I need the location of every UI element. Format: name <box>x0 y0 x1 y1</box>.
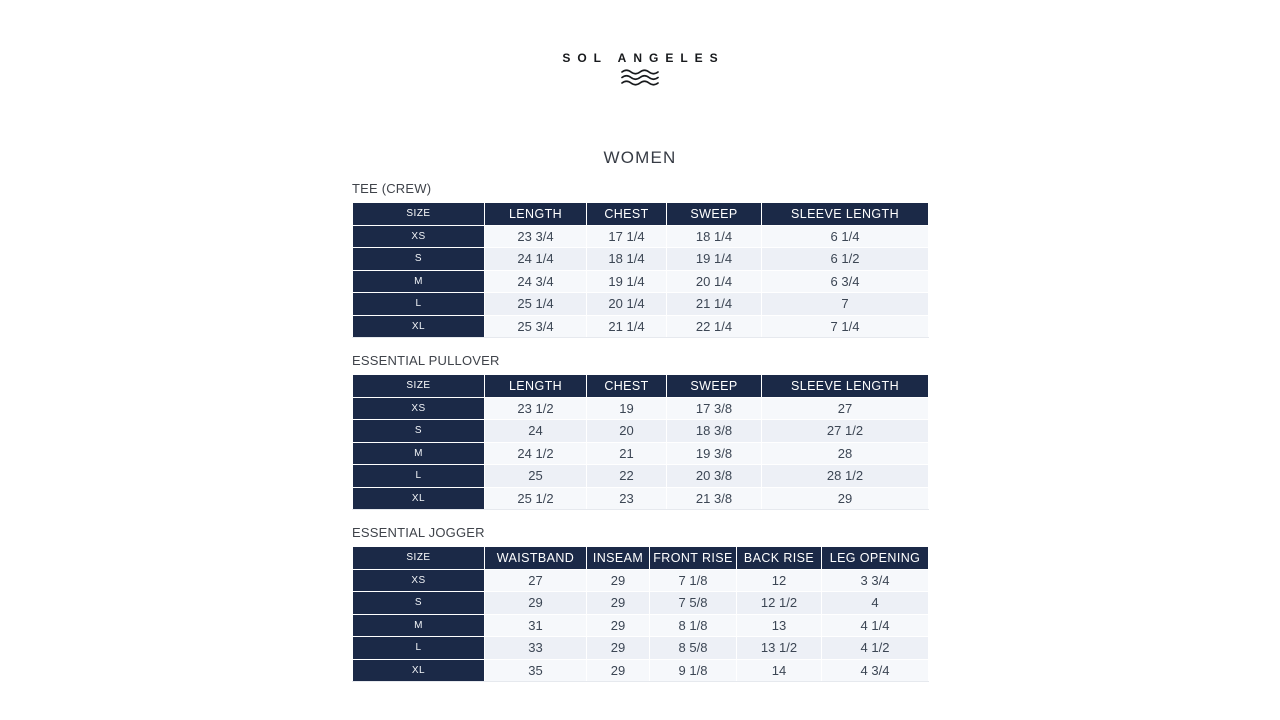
column-header: FRONT RISE <box>650 547 737 570</box>
data-cell: 7 1/8 <box>650 569 737 592</box>
data-cell: 24 1/4 <box>485 248 587 271</box>
size-cell: S <box>353 420 485 443</box>
data-cell: 29 <box>587 592 650 615</box>
data-cell: 14 <box>737 659 822 682</box>
data-cell: 20 <box>587 420 667 443</box>
data-cell: 29 <box>587 637 650 660</box>
brand-header <box>352 0 928 88</box>
column-header: SIZE <box>353 375 485 398</box>
size-cell: XL <box>353 315 485 338</box>
page-title: WOMEN <box>603 148 677 167</box>
data-cell: 21 <box>587 442 667 465</box>
data-cell: 21 1/4 <box>667 293 762 316</box>
header-row <box>353 547 929 570</box>
header-row <box>353 375 929 398</box>
size-table-section <box>352 181 928 338</box>
data-cell: 28 <box>762 442 929 465</box>
data-cell: 9 1/8 <box>650 659 737 682</box>
data-cell: 25 3/4 <box>485 315 587 338</box>
size-cell: XL <box>353 659 485 682</box>
table-label: TEE (CREW) <box>352 181 432 196</box>
data-cell: 24 <box>485 420 587 443</box>
size-cell: XS <box>353 397 485 420</box>
data-cell: 6 1/2 <box>762 248 929 271</box>
table-row <box>353 293 929 316</box>
column-header: CHEST <box>587 375 667 398</box>
data-cell: 6 3/4 <box>762 270 929 293</box>
table-row <box>353 315 929 338</box>
data-cell: 7 5/8 <box>650 592 737 615</box>
data-cell: 23 3/4 <box>485 225 587 248</box>
table-row <box>353 487 929 510</box>
data-cell: 4 3/4 <box>822 659 929 682</box>
data-cell: 6 1/4 <box>762 225 929 248</box>
data-cell: 18 1/4 <box>667 225 762 248</box>
table-label: ESSENTIAL PULLOVER <box>352 353 500 368</box>
size-tables <box>352 181 928 682</box>
data-cell: 27 <box>762 397 929 420</box>
waves-icon <box>352 68 928 88</box>
column-header: SIZE <box>353 203 485 226</box>
data-cell: 29 <box>587 614 650 637</box>
data-cell: 8 1/8 <box>650 614 737 637</box>
data-cell: 31 <box>485 614 587 637</box>
size-table-section <box>352 525 928 682</box>
column-header: SLEEVE LENGTH <box>762 203 929 226</box>
size-cell: XL <box>353 487 485 510</box>
table-row <box>353 420 929 443</box>
column-header: SWEEP <box>667 375 762 398</box>
data-cell: 33 <box>485 637 587 660</box>
table-row <box>353 569 929 592</box>
data-cell: 20 1/4 <box>667 270 762 293</box>
data-cell: 13 <box>737 614 822 637</box>
table-row <box>353 225 929 248</box>
table-row <box>353 614 929 637</box>
data-cell: 21 3/8 <box>667 487 762 510</box>
table-label: ESSENTIAL JOGGER <box>352 525 485 540</box>
header-row <box>353 203 929 226</box>
table-row <box>353 637 929 660</box>
data-cell: 4 <box>822 592 929 615</box>
data-cell: 28 1/2 <box>762 465 929 488</box>
size-table-section <box>352 353 928 510</box>
data-cell: 35 <box>485 659 587 682</box>
data-cell: 25 1/2 <box>485 487 587 510</box>
data-cell: 19 <box>587 397 667 420</box>
column-header: LENGTH <box>485 375 587 398</box>
data-cell: 24 3/4 <box>485 270 587 293</box>
size-table <box>352 546 929 682</box>
data-cell: 22 1/4 <box>667 315 762 338</box>
size-cell: M <box>353 442 485 465</box>
table-row <box>353 592 929 615</box>
size-table <box>352 374 929 510</box>
data-cell: 19 1/4 <box>587 270 667 293</box>
size-table <box>352 202 929 338</box>
table-row <box>353 465 929 488</box>
data-cell: 18 3/8 <box>667 420 762 443</box>
data-cell: 23 <box>587 487 667 510</box>
data-cell: 3 3/4 <box>822 569 929 592</box>
column-header: BACK RISE <box>737 547 822 570</box>
table-row <box>353 248 929 271</box>
table-row <box>353 442 929 465</box>
data-cell: 12 1/2 <box>737 592 822 615</box>
size-cell: M <box>353 270 485 293</box>
data-cell: 12 <box>737 569 822 592</box>
data-cell: 4 1/2 <box>822 637 929 660</box>
data-cell: 29 <box>485 592 587 615</box>
column-header: INSEAM <box>587 547 650 570</box>
column-header: SIZE <box>353 547 485 570</box>
column-header: SLEEVE LENGTH <box>762 375 929 398</box>
data-cell: 17 1/4 <box>587 225 667 248</box>
data-cell: 17 3/8 <box>667 397 762 420</box>
size-cell: M <box>353 614 485 637</box>
brand-logo: SOL ANGELES <box>562 51 725 65</box>
table-row <box>353 659 929 682</box>
size-cell: S <box>353 248 485 271</box>
data-cell: 7 1/4 <box>762 315 929 338</box>
data-cell: 7 <box>762 293 929 316</box>
table-row <box>353 397 929 420</box>
column-header: SWEEP <box>667 203 762 226</box>
size-cell: L <box>353 465 485 488</box>
data-cell: 29 <box>762 487 929 510</box>
column-header: WAISTBAND <box>485 547 587 570</box>
data-cell: 22 <box>587 465 667 488</box>
data-cell: 24 1/2 <box>485 442 587 465</box>
size-cell: XS <box>353 569 485 592</box>
data-cell: 19 3/8 <box>667 442 762 465</box>
data-cell: 27 <box>485 569 587 592</box>
data-cell: 29 <box>587 659 650 682</box>
data-cell: 8 5/8 <box>650 637 737 660</box>
data-cell: 4 1/4 <box>822 614 929 637</box>
data-cell: 25 <box>485 465 587 488</box>
data-cell: 20 1/4 <box>587 293 667 316</box>
column-header: CHEST <box>587 203 667 226</box>
size-cell: S <box>353 592 485 615</box>
data-cell: 27 1/2 <box>762 420 929 443</box>
column-header: LENGTH <box>485 203 587 226</box>
column-header: LEG OPENING <box>822 547 929 570</box>
table-row <box>353 270 929 293</box>
size-chart-page <box>352 0 928 682</box>
size-cell: XS <box>353 225 485 248</box>
data-cell: 29 <box>587 569 650 592</box>
data-cell: 23 1/2 <box>485 397 587 420</box>
data-cell: 13 1/2 <box>737 637 822 660</box>
size-cell: L <box>353 293 485 316</box>
data-cell: 19 1/4 <box>667 248 762 271</box>
size-cell: L <box>353 637 485 660</box>
data-cell: 21 1/4 <box>587 315 667 338</box>
data-cell: 20 3/8 <box>667 465 762 488</box>
data-cell: 18 1/4 <box>587 248 667 271</box>
data-cell: 25 1/4 <box>485 293 587 316</box>
